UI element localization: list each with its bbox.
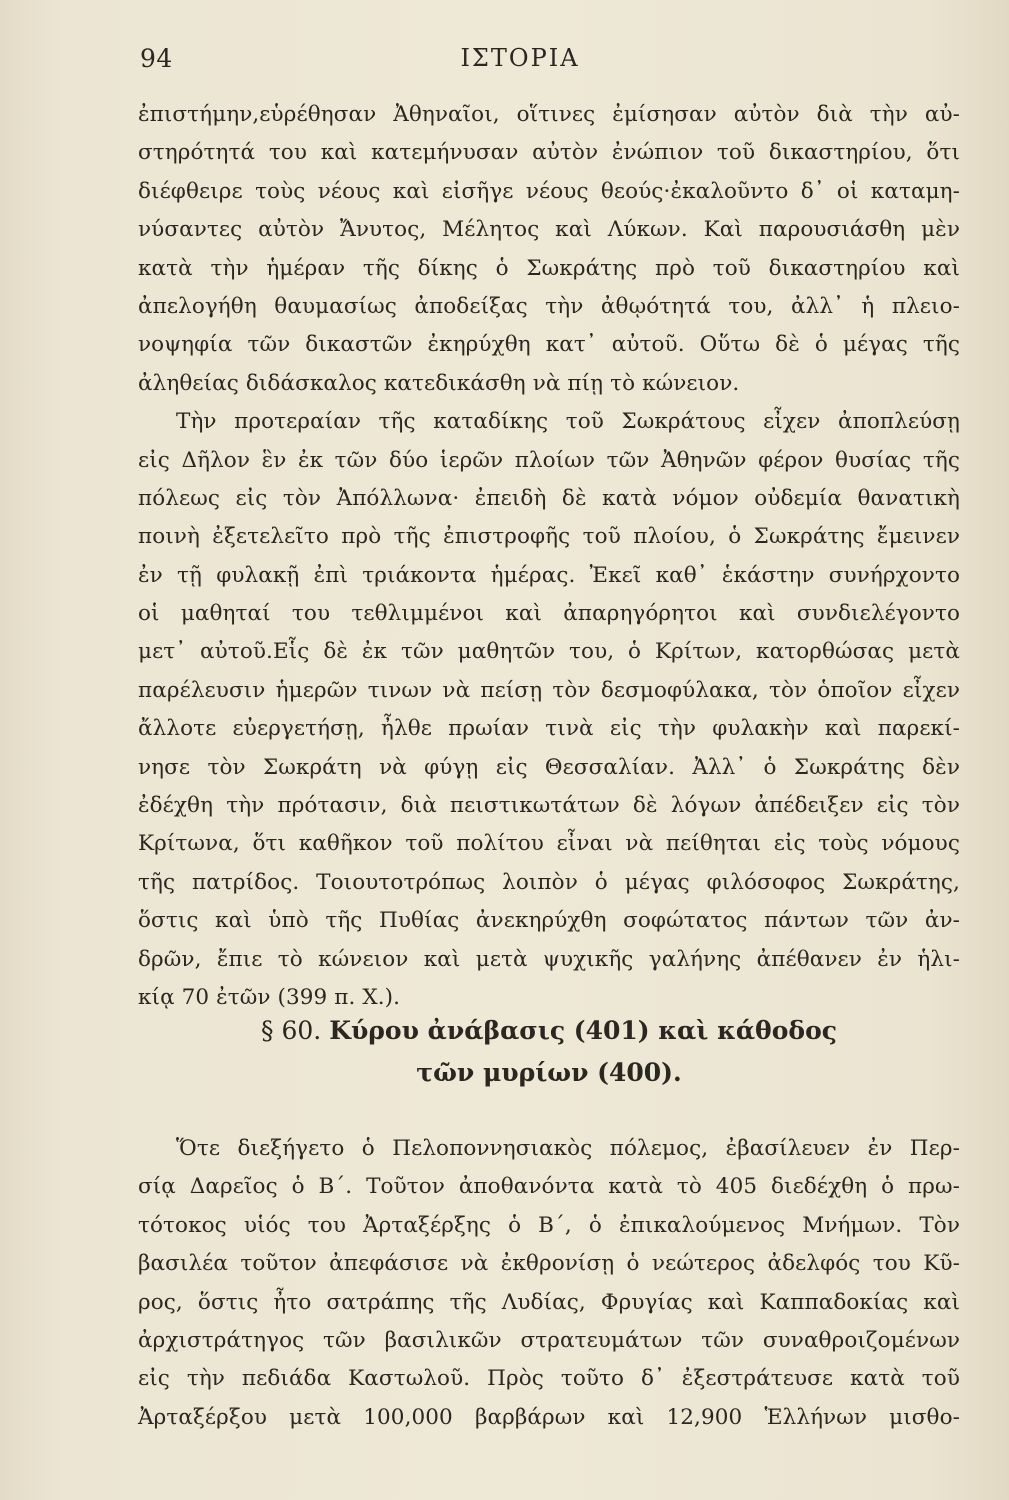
body-text-upper (138, 96, 960, 1017)
text-line: Κρίτωνα, ὅτι καθῆκον τοῦ πολίτου εἶναι νὰ πείθηται εἰς τοὺς νόμους (138, 831, 960, 857)
text-line: τῆς πατρίδος. Τοιουτοτρόπως λοιπὸν ὁ μέγας φιλόσοφος Σωκράτης, (138, 869, 960, 895)
text-line: ἐπιστήμην,εὑρέθησαν Ἀθηναῖοι, οἵτινες ἐμίσησαν αὐτὸν διὰ τὴν αὐ- (138, 102, 960, 127)
text-line: νύσαντες αὐτὸν Ἄνυτος, Μέλητος καὶ Λύκων. Καὶ παρουσιάσθη μὲν (138, 217, 960, 243)
section-number: § 60. (261, 1016, 322, 1045)
text-line: δρῶν, ἔπιε τὸ κώνειον καὶ μετὰ ψυχικῆς γαλήνης ἀπέθανεν ἐν ἡλι- (138, 946, 960, 972)
text-line: νοψηφία τῶν δικαστῶν ἐκηρύχθη κατ᾽ αὐτοῦ. Οὕτω δὲ ὁ μέγας τῆς (138, 332, 960, 358)
text-line: ἀληθείας διδάσκαλος κατεδικάσθη νὰ πίῃ τὸ κώνειον. (138, 370, 740, 396)
text-line: ἐν τῇ φυλακῇ ἐπὶ τριάκοντα ἡμέρας. Ἐκεῖ καθ᾽ ἑκάστην συνήρχοντο (138, 562, 960, 588)
text-line: ρος, ὅστις ἦτο σατράπης τῆς Λυδίας, Φρυγίας καὶ Καππαδοκίας καὶ (138, 1289, 960, 1315)
text-line: ὅστις καὶ ὑπὸ τῆς Πυθίας ἀνεκηρύχθη σοφώτατος πάντων τῶν ἀν- (138, 908, 960, 934)
section-title-line-2: τῶν μυρίων (400). (416, 1058, 682, 1087)
text-line: ποινὴ ἐξετελεῖτο πρὸ τῆς ἐπιστροφῆς τοῦ πλοίου, ὁ Σωκράτης ἔμεινεν (138, 524, 960, 550)
text-line: ἀπελογήθη θαυμασίως ἀποδείξας τὴν ἀθῳότητά του, ἀλλ᾽ ἡ πλειο- (138, 293, 960, 319)
page-header (140, 44, 960, 84)
section-title-line-1 (138, 1010, 960, 1052)
body-text-lower (138, 1130, 960, 1437)
text-line: διέφθειρε τοὺς νέους καὶ εἰσῆγε νέους θεούς·ἐκαλοῦντο δ᾽ οἱ καταμη- (138, 178, 960, 204)
running-head: ΙΣΤΟΡΙΑ (460, 44, 580, 72)
section-title-part-1: Κύρου ἀνάβασις (401) καὶ κάθοδος (329, 1016, 837, 1045)
text-line: Τὴν προτεραίαν τῆς καταδίκης τοῦ Σωκράτους εἶχεν ἀποπλεύσῃ (176, 409, 960, 435)
text-line: βασιλέα τοῦτον ἀπεφάσισε νὰ ἐκθρονίσῃ ὁ νεώτερος ἀδελφός του Κῦ- (138, 1251, 960, 1277)
text-line: εἰς τὴν πεδιάδα Καστωλοῦ. Πρὸς τοῦτο δ᾽ ἐξεστράτευσε κατὰ τοῦ (138, 1366, 960, 1392)
text-line: κατὰ τὴν ἡμέραν τῆς δίκης ὁ Σωκράτης πρὸ τοῦ δικαστηρίου καὶ (138, 255, 960, 281)
text-line: στηρότητά του καὶ κατεμήνυσαν αὐτὸν ἐνώπιον τοῦ δικαστηρίου, ὅτι (138, 140, 960, 166)
text-line: ἀρχιστράτηγος τῶν βασιλικῶν στρατευμάτων τῶν συναθροιζομένων (138, 1327, 960, 1353)
text-line: ἄλλοτε εὐεργετήσῃ, ἦλθε πρωίαν τινὰ εἰς τὴν φυλακὴν καὶ παρεκί- (138, 716, 960, 742)
text-line: μετ᾽ αὐτοῦ.Εἷς δὲ ἐκ τῶν μαθητῶν του, ὁ Κρίτων, κατορθώσας μετὰ (138, 639, 960, 665)
text-line: Ὅτε διεξήγετο ὁ Πελοποννησιακὸς πόλεμος, ἐβασίλευεν ἐν Περ- (176, 1136, 960, 1161)
section-heading (138, 1010, 960, 1094)
text-line: εἰς Δῆλον ἓν ἐκ τῶν δύο ἱερῶν πλοίων τῶν Ἀθηνῶν φέρον θυσίας τῆς (138, 447, 960, 473)
text-line: σίᾳ Δαρεῖος ὁ Β΄. Τοῦτον ἀποθανόντα κατὰ τὸ 405 διεδέχθη ὁ πρω- (138, 1174, 960, 1200)
text-line: τότοκος υἱός του Ἀρταξέρξης ὁ Β΄, ὁ ἐπικαλούμενος Μνήμων. Τὸν (138, 1212, 960, 1238)
text-line: κίᾳ 70 ἐτῶν (399 π. Χ.). (138, 984, 401, 1010)
text-line: Ἀρταξέρξου μετὰ 100,000 βαρβάρων καὶ 12,900 Ἑλλήνων μισθο- (138, 1404, 960, 1430)
text-line: πόλεως εἰς τὸν Ἀπόλλωνα· ἐπειδὴ δὲ κατὰ νόμον οὐδεμία θανατικὴ (138, 485, 960, 511)
text-line: οἱ μαθηταί του τεθλιμμένοι καὶ ἀπαρηγόρητοι καὶ συνδιελέγοντο (138, 601, 960, 627)
text-line: νησε τὸν Σωκράτη νὰ φύγῃ εἰς Θεσσαλίαν. Ἀλλ᾽ ὁ Σωκράτης δὲν (138, 754, 960, 780)
page-number: 94 (140, 44, 173, 73)
text-line: ἐδέχθη τὴν πρότασιν, διὰ πειστικωτάτων δὲ λόγων ἀπέδειξεν εἰς τὸν (138, 793, 960, 819)
text-line: παρέλευσιν ἡμερῶν τινων νὰ πείσῃ τὸν δεσμοφύλακα, τὸν ὁποῖον εἶχεν (138, 677, 960, 703)
